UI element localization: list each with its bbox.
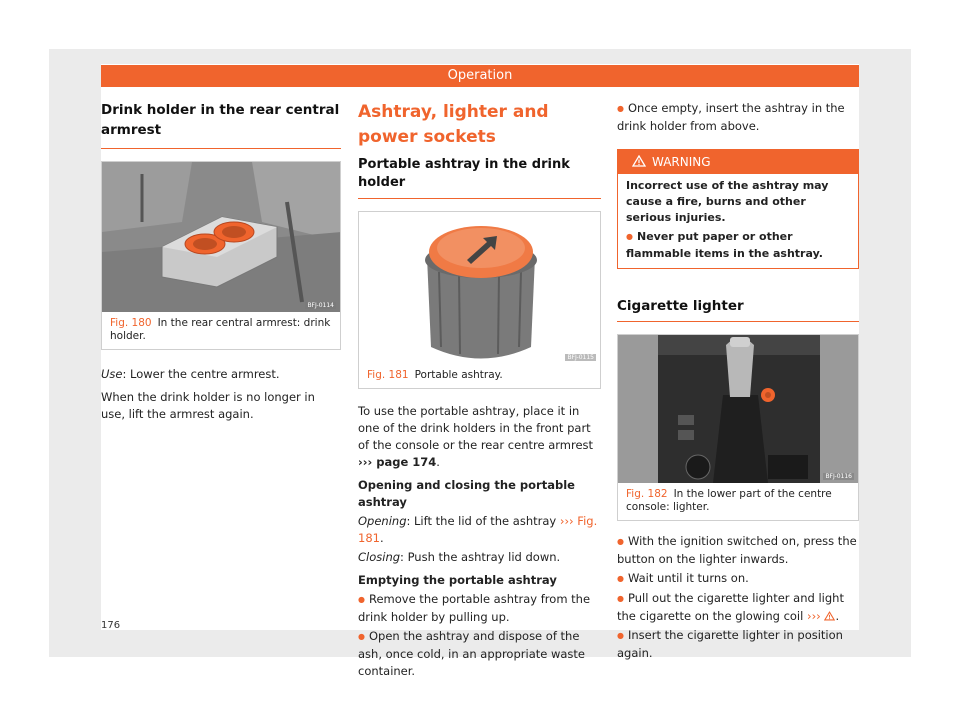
- opening-label: Opening: [358, 514, 407, 528]
- list-item: [617, 627, 859, 662]
- list-item: ● Pull out the cigarette lighter and light the cigarette on the glowing coil ››› .: [617, 590, 859, 625]
- ashtray-heading: Ashtray, lighter and power sockets: [358, 102, 549, 147]
- warning-header: [618, 150, 858, 174]
- opening-heading: [358, 477, 601, 511]
- warning-triangle-icon: [632, 155, 646, 167]
- closing-paragraph: [358, 549, 601, 566]
- figure-code: BFJ-0114: [307, 302, 334, 309]
- list-item-text: Pull out the cigarette lighter and light the cigarette on the glowing coil: [617, 591, 844, 623]
- warning-list-item-text: Never put paper or other flammable items in the ashtray.: [626, 230, 823, 260]
- section-header: Operation: [101, 65, 859, 87]
- caption-text: In the rear central armrest: drink holder.: [110, 317, 331, 342]
- list-item: [617, 100, 859, 135]
- warning-text: Incorrect use of the ashtray may cause a fire, burns and other serious injuries.: [626, 179, 829, 224]
- bullet-icon: [617, 101, 628, 115]
- list-item: [617, 570, 859, 588]
- list-item-text: Remove the portable ashtray from the drink holder by pulling up.: [358, 592, 591, 624]
- page-number: 176: [101, 620, 121, 631]
- list-item: [358, 591, 601, 626]
- portable-ashtray-subheading: Portable ashtray in the drink holder: [358, 156, 601, 199]
- list-item-text: Once empty, insert the ashtray in the drink holder from above.: [617, 101, 845, 133]
- closing-text: : Push the ashtray lid down.: [400, 550, 561, 564]
- bullet-icon: [358, 592, 369, 606]
- list-item: [358, 628, 601, 680]
- column-drink-holder: [101, 100, 341, 423]
- use-ashtray-paragraph: To use the portable ashtray, place it in one of the drink holders in the front part of the console or the rear centre armrest ››› page 174.: [358, 404, 594, 469]
- bullet-icon: [626, 230, 637, 243]
- use-ashtray-text: To use the portable ashtray, place it in one of the drink holders in the front part of the console or the rear centre armrest: [358, 404, 594, 452]
- figure-182: [617, 334, 859, 521]
- warning-body: [618, 174, 858, 268]
- bullet-icon: [617, 571, 628, 585]
- figure-number: Fig. 182: [626, 488, 668, 500]
- figure-180-caption: [102, 312, 340, 349]
- cigarette-lighter-heading: Cigarette lighter: [617, 297, 859, 322]
- lighter-image: [618, 335, 858, 483]
- emptying-heading: [358, 572, 601, 589]
- column-ashtray: [358, 100, 601, 680]
- opening-heading-text: Opening and closing the portable ashtray: [358, 478, 575, 509]
- figure-number: Fig. 180: [110, 317, 152, 329]
- bullet-icon: [617, 534, 628, 548]
- figure-code: BFJ-0116: [825, 473, 852, 480]
- warning-box: [617, 149, 859, 269]
- list-item-text: Open the ashtray and dispose of the ash, once cold, in an appropriate waste container.: [358, 629, 586, 678]
- warning-title: WARNING: [652, 155, 711, 169]
- bullet-icon: [617, 628, 628, 642]
- closing-label: Closing: [358, 550, 401, 564]
- emptying-heading-text: Emptying the portable ashtray: [358, 573, 557, 587]
- list-item: [617, 533, 859, 568]
- figure-181: [358, 211, 601, 389]
- list-item-text: Wait until it turns on.: [627, 571, 749, 585]
- lift-paragraph: When the drink holder is no longer in use, lift the armrest again.: [101, 390, 315, 421]
- drink-holder-heading: Drink holder in the rear central armrest: [101, 100, 341, 149]
- bullet-icon: [358, 629, 369, 643]
- figure-180: [101, 161, 341, 350]
- drink-holder-image: [102, 162, 340, 312]
- ashtray-image: [359, 212, 600, 364]
- list-item-text: With the ignition switched on, press the button on the lighter inwards.: [617, 534, 857, 566]
- caption-text: In the lower part of the centre console: lighter.: [626, 488, 832, 513]
- ashtray-illustration: [359, 212, 600, 364]
- bullet-icon: [617, 591, 628, 605]
- figure-181-caption: [359, 364, 600, 388]
- caption-text: Portable ashtray.: [414, 369, 503, 381]
- use-label: Use: [101, 367, 123, 381]
- use-text: : Lower the centre armrest.: [122, 367, 280, 381]
- opening-text: : Lift the lid of the ashtray: [406, 514, 557, 528]
- figure-182-caption: [618, 483, 858, 520]
- opening-paragraph: Opening: Lift the lid of the ashtray ››› Fig. 181.: [358, 514, 598, 545]
- figure-number: Fig. 181: [367, 369, 409, 381]
- figure-code: BFJ-0115: [567, 354, 594, 361]
- lighter-illustration: [618, 335, 858, 483]
- warning-triangle-icon: [824, 611, 835, 621]
- drink-holder-illustration: [102, 162, 340, 312]
- warning-link[interactable]: ›››: [806, 609, 821, 623]
- fig-181-link[interactable]: ››› Fig. 181: [358, 514, 598, 545]
- list-item-text: Insert the cigarette lighter in position again.: [617, 628, 843, 660]
- page-174-link[interactable]: ››› page 174: [358, 455, 437, 469]
- use-paragraph: [101, 366, 341, 383]
- column-lighter: [617, 100, 859, 662]
- warning-list-item: [626, 229, 850, 262]
